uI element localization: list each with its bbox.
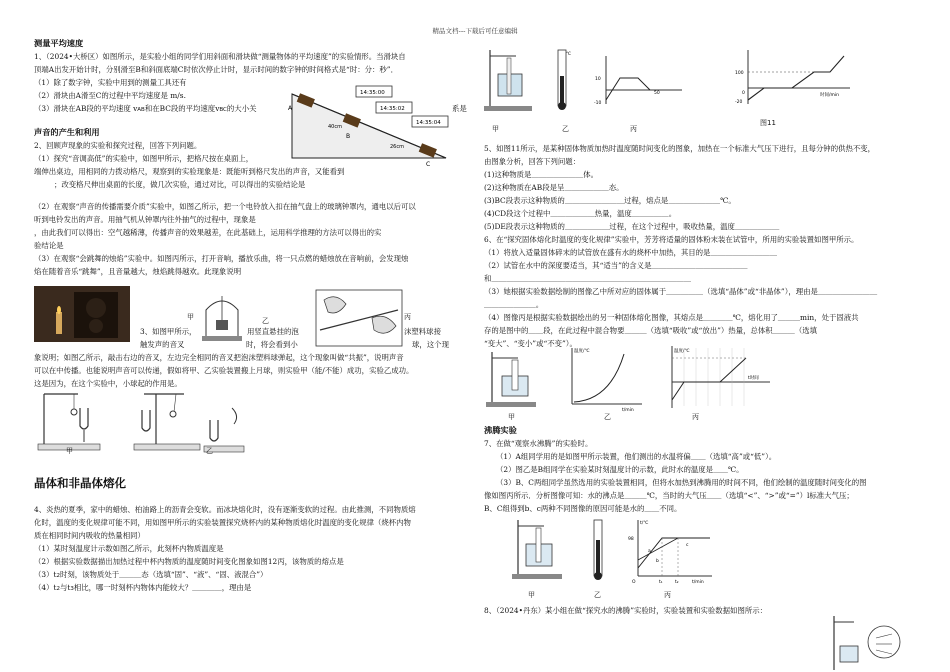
ruler-hand-figure [316, 290, 402, 346]
q2-line-4: ；改变格尺伸出桌面的长度，做几次实验，通过对比，可以得出的实验结论是 [54, 180, 306, 189]
thermometer-figure [550, 48, 574, 112]
q6-apparatus [482, 350, 542, 410]
curve-xlabel: 时间/min [820, 93, 840, 98]
q4-line-2: 化时，温度的变化规律可能不同，用如图甲所示的实验装置探究烧杯内的某种物质熔化时温度的变化规律（烧杯内物 [34, 518, 411, 527]
fig11-label-jia: 甲 [492, 125, 499, 133]
q3-line-2: 象说明；如图乙所示，敲击右边的音叉，左边完全相同的音叉把泡沫塑料球弹起，这个现象叫做“共振”，说明声音 [34, 353, 404, 362]
q3-e: 时，将会看到小 [246, 340, 298, 349]
ramp-dist-ab: 40cm [328, 124, 342, 130]
q3-b: 用竖直悬挂的泡 [247, 327, 299, 336]
speaker-photo [34, 286, 130, 342]
q6-line-1: 6、在“探究固体熔化时温度的变化规律”实验中，芳芳将适量的固体粉末装在试管中，所用的实验装置如图甲所示。 [484, 235, 859, 244]
q3-c: 沫塑料球接 [404, 327, 441, 336]
q3-f: 球，这个现 [412, 340, 449, 349]
q2-line-3: 端伸出桌边，用相同的力拨动格尺，观察到的实验现象是：既能听到格尺发出的声音，又能看到 [34, 167, 345, 176]
section-title-sound: 声音的产生和利用 [34, 127, 100, 137]
q4-line-1: 4、炎热的夏季，家中的蜡烛、柏油路上的沥青会变软。而冰块熔化时，没有逐渐变软的过程。由此推测，不同物质熔 [34, 505, 416, 514]
q1-sub-3-end: 系是 [452, 104, 467, 113]
fig11-caption: 图11 [760, 119, 776, 127]
ramp-label-b: B [346, 133, 351, 140]
q2-line-7: ，由此我们可以得出：空气越稀薄，传播声音的效果越差，在此基础上，运用科学推理的方法可以得出的实 [34, 228, 382, 237]
q6-sub-4: （4）图像丙是根据实验数据绘出的另一种固体熔化图像，其熔点是＿＿＿＿℃，熔化用了＿＿＿min，处于固液共 [484, 313, 859, 322]
q8-apparatus [830, 614, 906, 672]
q5-sub-4: (4)CD段这个过程中＿＿＿＿＿＿热量，温度＿＿＿＿＿。 [484, 209, 677, 218]
q7-series-b: b [656, 559, 659, 564]
q1-sub-3: （3）滑块在AB段的平均速度 vAB和在BC段的平均速度vBC的大小关 [34, 104, 257, 113]
digital-clock-a: 14:35:00 [360, 90, 385, 96]
q1-sub-1: （1）除了数字钟，实验中用到的测量工具还有 [34, 78, 187, 87]
q7-sub-3b: 像如图丙所示．分析图像可知：水的沸点是＿＿＿℃，当时的大气压＿＿（选填“<”、“>”或“=”）l标准大气压； [484, 491, 854, 500]
digital-clock-b: 14:35:02 [380, 106, 405, 112]
page-header: 精品文档---下载后可任意编辑 [432, 27, 518, 35]
q6-sub-4c: “变大”、“变小”或“不变”）。 [484, 339, 577, 348]
ramp-figure [286, 80, 454, 168]
q6-sub-1: （1）将放入适量固体碎末的试管放在盛有水的烧杯中加热，其目的是＿＿＿＿＿＿＿＿＿ [484, 248, 777, 257]
q3-d: 触发声的音叉 [140, 340, 185, 349]
graph-label-50: 50 [654, 91, 660, 96]
q5-sub-5: (5)DE段表示这种物质的＿＿＿＿＿＿过程，在这个过程中，吸收热量，温度＿＿＿＿＿＿ [484, 222, 780, 231]
q7-thermometer [586, 518, 610, 582]
q4-sub-3: （3）t2时刻，该物质处于＿＿＿态（选填“固”、“液”、“固、液混合”） [34, 570, 268, 579]
heating-apparatus [482, 46, 542, 116]
q7-fig-jia: 甲 [528, 591, 535, 599]
fig11-label-yi: 乙 [562, 125, 569, 133]
q2-line-8: 验结论是 [34, 241, 64, 250]
q5-sub-3: (3)BC段表示这种物质的＿＿＿＿＿＿＿＿过程，熔点是＿＿＿＿＿＿＿℃。 [484, 196, 736, 205]
q2-line-1: 2、回顾声现象的实验和探究过程，回答下列问题。 [34, 141, 202, 150]
ramp-label-c: C [426, 161, 431, 168]
fig-label-jia: 甲 [187, 313, 194, 321]
q5-line-1: 5、如图11所示，是某种固体物质加热时温度随时间变化的图象，加热在一个标准大气压下进行，且每分钟的供热不变， [484, 144, 876, 153]
q7-sub-2: （2）图乙是B组同学在实验某时刻温度计的示数，此时水的温度是＿＿℃。 [496, 465, 744, 474]
q2-line-6: 听到电铃发出的声音。用抽气机从钟罩内往外抽气的过程中，现象是 [34, 215, 256, 224]
q7-series-a: a [648, 549, 651, 554]
temp-time-graph [594, 52, 686, 112]
q6-sub-2: （2）试管在水中的深度要适当，其“适当”的含义是＿＿＿＿＿＿＿＿＿＿＿＿＿ [484, 261, 748, 270]
q5-sub-1: (1)这种物质是＿＿＿＿＿＿＿体。 [484, 170, 598, 179]
q7-series-c: c [686, 543, 689, 548]
q7-origin: O [632, 580, 636, 585]
fig-label-yi: 乙 [262, 317, 269, 325]
q6-sub-2b: 和＿＿＿＿＿＿＿＿＿＿＿＿＿＿＿＿＿＿＿＿＿＿＿＿＿＿＿ [484, 274, 691, 283]
q6-yi-xlabel: t/min [622, 408, 634, 413]
q2-line-5: （2）在观察“声音的传播需要介质”实验中，如图乙所示，把一个电铃放入扣在抽气盘上的玻璃钟罩内，通电以后可以 [34, 202, 416, 211]
q4-line-3: 质在相同时间内吸收的热量相同） [34, 531, 145, 540]
q7-fig-yi: 乙 [594, 591, 601, 599]
graph-label-neg10: -10 [594, 101, 602, 106]
q6-yi-ylabel: 温度/℃ [574, 349, 590, 354]
q7-tick-98: 98 [628, 537, 634, 542]
curve-label-100: 100 [735, 71, 744, 76]
q7-sub-1: （1）A组同学用的是如图甲所示装置，他们测出的水温将偏＿＿（选填“高”或“低”）。 [496, 452, 777, 461]
q4-sub-4: （4）t2与t3相比，哪一时刻杯内物体内能较大？＿＿＿＿，理由是 [34, 583, 252, 592]
q6-bing-xlabel: t时间 [748, 376, 759, 381]
q7-sub-3: （3）B、C两组同学虽然选用的实验装置相同，但将水加热到沸腾用的时间不同，他们绘制的温度随时间变化的图 [496, 478, 867, 487]
curve-origin: 0 [742, 91, 745, 96]
q5-sub-2: (2)这种物质在AB段是呈＿＿＿＿＿＿态。 [484, 183, 624, 192]
q4-sub-2: （2）根据实验数据描出加热过程中杯内物质的温度随时间变化图象如图12丙，该物质的熔点是 [34, 557, 344, 566]
melting-curve-graph [734, 48, 854, 112]
curve-label-neg20: -20 [735, 100, 743, 105]
fig11-label-bing: 丙 [630, 125, 637, 133]
fork-label-yi: 乙 [206, 447, 213, 455]
q1-line-1: 1、（2024•大桥区）如图所示，是实验小组的同学们用斜面和滑块做“测量物体的平均速度”的实验情形。当滑块自 [34, 52, 406, 61]
q6-fig-bing: 丙 [692, 413, 699, 421]
thermo-unit: ℃ [566, 52, 572, 57]
q2-line-9: （3）在观察“会跳舞的烛焰”实验中。如图丙所示，打开音响，播放乐曲，将一只点燃的蜡烛放在音响前，会发现烛 [34, 254, 409, 263]
q4-sub-1: （1）某时刻温度计示数如图乙所示，此刻杯内物质温度是 [34, 544, 224, 553]
bell-jar-figure [200, 292, 244, 344]
q7-tick-t1: t₁ [659, 580, 663, 585]
q7-ylabel: t/℃ [640, 521, 649, 526]
digital-clock-c: 14:35:04 [416, 120, 441, 126]
q6-sub-3-blank: ＿＿＿＿＿＿＿。 [484, 300, 544, 309]
graph-label-10: 10 [595, 77, 601, 82]
ramp-label-a: A [288, 105, 293, 112]
q6-fig-yi: 乙 [604, 413, 611, 421]
ramp-dist-bc: 26cm [390, 144, 404, 150]
section-title-melting: 晶体和非晶体熔化 [34, 476, 126, 490]
q5-line-2: 由图象分析，回答下列问题： [484, 157, 581, 166]
fig-label-bing: 丙 [404, 313, 411, 321]
q6-graph-bing [660, 344, 774, 412]
q7-apparatus [510, 518, 566, 582]
q6-bing-ylabel: 温度/℃ [674, 349, 690, 354]
q7-line-1: 7、在做“观察水沸腾”的实验时。 [484, 439, 593, 448]
q1-line-2: 顶端A出发开始计时，分别滑至B和斜面底端C时依次停止计时，显示时间的数字钟的时间格式是“时：分：秒”． [34, 65, 398, 74]
q7-sub-3c: B、C组得到b、c两种不同图像的原因可能是水的＿＿不同。 [484, 504, 682, 513]
q7-tick-t2: t₂ [675, 580, 679, 585]
q3-a: 3、如图甲所示， [140, 327, 197, 336]
q2-line-10: 焰在随着音乐“跳舞”，且音量越大，烛焰跳得越欢。此现象说明 [34, 267, 242, 276]
q7-fig-bing: 丙 [664, 591, 671, 599]
section-title-speed: 测量平均速度 [34, 38, 84, 48]
q6-graph-yi [562, 344, 646, 412]
section-title-boiling: 沸腾实验 [484, 425, 517, 435]
q6-sub-3: （3）她根据实验数据绘制的图像乙中所对应的固体属于＿＿＿＿＿（选填“晶体”或“非晶体”），理由是＿＿＿＿＿＿＿＿ [484, 287, 878, 296]
q6-fig-jia: 甲 [508, 413, 515, 421]
q6-sub-4b: 存的是图中的＿＿段，在此过程中混合物要＿＿＿（选填“吸收”或“放出”）热量，总体积＿＿＿（选填 [484, 326, 818, 335]
q7-xlabel: t/min [692, 580, 704, 585]
fork-label-jia: 甲 [66, 447, 73, 455]
q1-sub-2: （2）滑块由A滑至C的过程中平均速度是 m/s. [34, 91, 186, 100]
q3-line-4: 这是因为，在这个实验中，小球起的作用是。 [34, 379, 182, 388]
q3-line-3: 可以在中传播。也能说明声音可以传递，假如将甲、乙实验装置搬上月球，则实验甲（能/不能）成功，实验乙成功。 [34, 366, 414, 375]
q7-graph [626, 516, 716, 588]
q8-line-1: 8、（2024•丹东）某小组在做“探究水的沸腾”实验时，实验装置和实验数据如图所示： [484, 606, 768, 615]
q2-line-2: （1）探究“音调高低”的实验中，如图甲所示，把格尺按在桌面上， [34, 154, 254, 163]
